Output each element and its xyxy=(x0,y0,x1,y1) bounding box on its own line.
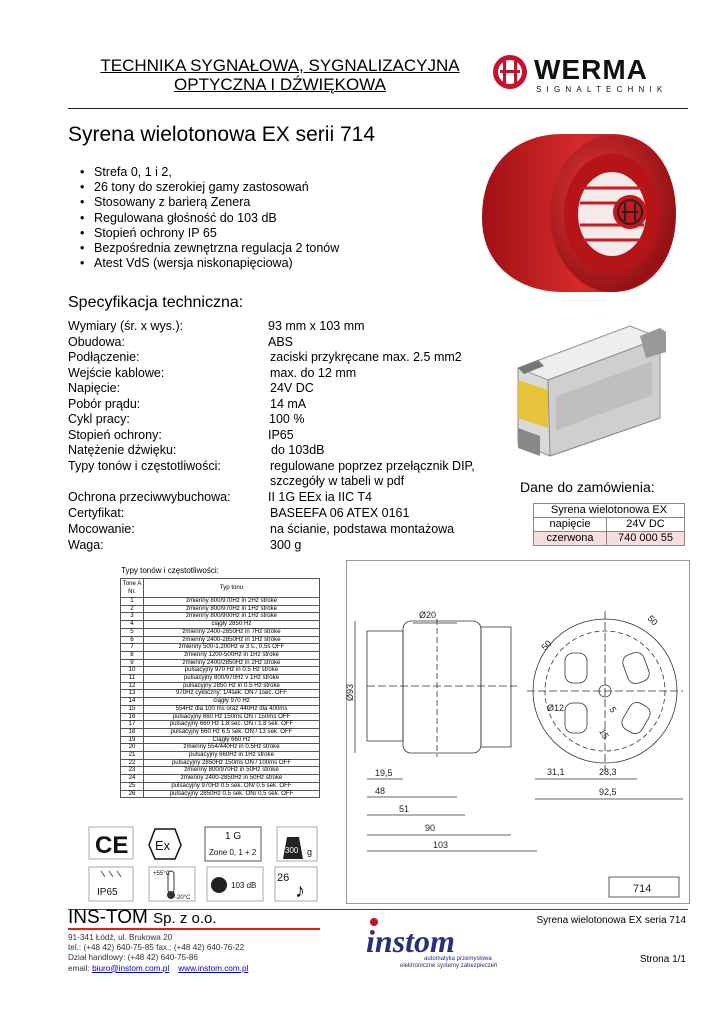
spec-value: 300 g xyxy=(270,538,302,552)
tone-row xyxy=(121,651,320,659)
tone-desc: pulsacyjny 660 Hz 150ms ON / 150ms OFF xyxy=(144,713,320,721)
tone-nr: 3 xyxy=(121,613,144,621)
feature-list xyxy=(80,165,339,271)
spec-value: 93 mm x 103 mm xyxy=(268,319,365,333)
tone-table-caption: Typy tonów i częstotliwości: xyxy=(121,566,219,575)
dim-d20: Ø20 xyxy=(419,610,437,620)
tone-desc: zmienny 2400-2850Hz in 50Hz stroke xyxy=(144,775,320,783)
feature-item: • Bezpośrednia zewnętrzna regulacja 2 tonów xyxy=(80,241,339,256)
header-title-line2: OPTYCZNA I DŹWIĘKOWA xyxy=(174,75,386,94)
tone-col-nr-line1: Tone A xyxy=(122,580,142,587)
dim-19-5: 19,5 xyxy=(375,768,393,778)
zone-mark-icon xyxy=(205,827,261,861)
tone-desc: zmienny 2400-2850Hz in 7Hz stroke xyxy=(144,628,320,636)
dim-28-3: 28,3 xyxy=(599,767,617,777)
spec-value: ABS xyxy=(268,334,294,349)
spec-label: Wymiary (śr. x wys.): xyxy=(68,319,184,333)
dim-d12: Ø12 xyxy=(547,703,565,713)
ip-text: IP65 xyxy=(97,887,118,898)
order-header: Syrena wielotonowa EX xyxy=(534,504,685,518)
tone-nr: 12 xyxy=(121,682,144,690)
tone-desc: pulsacyjny 2850Hz 150ms ON / 100ms OFF xyxy=(144,759,320,767)
weight-unit: g xyxy=(307,847,313,857)
header-title xyxy=(80,56,480,94)
tone-nr: 11 xyxy=(121,675,144,683)
order-row xyxy=(534,532,685,546)
instom-logo xyxy=(360,912,500,972)
tone-desc: pulsacyjny 800/970Hz v 1Hz stroke xyxy=(144,675,320,683)
tones-text: 26 xyxy=(277,872,290,884)
spec-value: na ścianie, podstawa montażowa xyxy=(270,522,455,536)
tone-row xyxy=(121,728,320,736)
ip-rating-icon xyxy=(89,867,133,901)
address-block xyxy=(68,933,248,974)
spec-value: do 103dB xyxy=(271,443,325,457)
tone-desc: pulsacyjny 970 Hz in 0.5 Hz stroke xyxy=(144,667,320,675)
tone-desc: zmienny 2400/2850Hz in 2Hz stroke xyxy=(144,659,320,667)
email-label: email: xyxy=(68,963,90,973)
tone-nr: 13 xyxy=(121,690,144,698)
db-text: 103 dB xyxy=(231,881,257,890)
spec-value: BASEEFA 06 ATEX 0161 xyxy=(270,506,410,520)
ex-text: Ex xyxy=(155,838,171,853)
feature-item: • Regulowana głośność do 103 dB xyxy=(80,211,339,226)
tone-desc: zmienny 2400-2850Hz in 1Hz stroke xyxy=(144,636,320,644)
tone-row xyxy=(121,705,320,713)
temp-hi: +55°C xyxy=(153,871,170,877)
contact-line xyxy=(68,964,248,974)
tone-nr: 17 xyxy=(121,721,144,729)
tone-nr: 25 xyxy=(121,782,144,790)
tone-col-desc-header: Typ tonu xyxy=(144,579,320,598)
spec-label: Napięcie: xyxy=(68,381,121,395)
zone-1g-text: 1 G xyxy=(225,831,242,842)
spec-title: Specyfikacja techniczna: xyxy=(68,294,244,311)
page-title: Syrena wielotonowa EX serii 714 xyxy=(68,123,376,146)
tone-desc: pulsacyjny 660 Hz 1.8 sec. ON / 1.8 sek. OFF xyxy=(144,721,320,729)
order-header-row xyxy=(534,504,685,518)
tone-desc: zmienny 800/970Hz in 2Hz stroke xyxy=(144,598,320,606)
tone-desc: 970Hz cykliczny: 1/4sek. ON / 1sec. OFF xyxy=(144,690,320,698)
part-number: 714 xyxy=(633,883,652,895)
tone-desc: zmienny 1200-500Hz in 1Hz stroke xyxy=(144,651,320,659)
tone-nr: 4 xyxy=(121,621,144,629)
spec-label: Certyfikat: xyxy=(68,506,125,520)
web-link[interactable]: www.instom.com.pl xyxy=(178,963,249,973)
logo-word: WERMA xyxy=(534,54,648,85)
dim-d93: Ø93 xyxy=(345,683,355,701)
order-table xyxy=(533,503,685,546)
dim-90: 90 xyxy=(425,823,436,833)
tone-desc: zmienny 800/900Hz in 1Hz stroke xyxy=(144,613,320,621)
speaker-db-icon xyxy=(207,867,263,901)
tone-nr: 19 xyxy=(121,736,144,744)
svg-text:♪: ♪ xyxy=(295,880,305,902)
spec-label: Stopień ochrony: xyxy=(68,427,162,442)
order-value: 24V DC xyxy=(607,518,685,532)
werma-logo xyxy=(490,50,690,96)
siren-photo xyxy=(462,128,686,298)
tone-nr: 22 xyxy=(121,759,144,767)
spec-value: 100 % xyxy=(269,412,305,426)
ex-mark-icon xyxy=(149,829,181,859)
tone-desc: Ciągły 660 Hz xyxy=(144,736,320,744)
page-number: Strona 1/1 xyxy=(639,954,686,965)
tone-nr: 5 xyxy=(121,628,144,636)
spec-label: Mocowanie: xyxy=(68,522,135,536)
company-main: INS-TOM xyxy=(68,907,148,928)
tone-row xyxy=(121,628,320,636)
footer-red-line xyxy=(68,928,320,930)
tone-nr: 23 xyxy=(121,767,144,775)
tone-desc: ciągły 2850 Hz xyxy=(144,621,320,629)
order-label: napięcie xyxy=(534,518,607,532)
feature-item: • Strefa 0, 1 i 2, xyxy=(80,165,339,180)
sales-line: Dział handlowy: (+48 42) 640-75-86 xyxy=(68,953,198,963)
tone-desc: zmienny 800/970Hz in 1Hz stroke xyxy=(144,605,320,613)
brand-sub1: automatyka przemysłowa xyxy=(424,956,492,962)
tone-nr: 1 xyxy=(121,598,144,606)
music-note-icon xyxy=(275,867,317,902)
tone-row xyxy=(121,782,320,790)
order-label: czerwona xyxy=(534,532,607,546)
dim-48: 48 xyxy=(375,786,386,796)
spec-value: szczegóły w tabeli w pdf xyxy=(270,474,405,488)
dim-103: 103 xyxy=(433,840,449,850)
spec-label: Wejście kablowe: xyxy=(68,365,165,380)
zener-barrier-photo xyxy=(510,318,670,458)
tone-desc: ciągły 970 Hz xyxy=(144,698,320,706)
document-name: Syrena wielotonowa EX seria 714 xyxy=(536,915,686,926)
feature-item: • Atest VdS (wersja niskonapięciowa) xyxy=(80,256,339,271)
tone-nr: 8 xyxy=(121,651,144,659)
tone-nr: 10 xyxy=(121,667,144,675)
spec-table xyxy=(68,319,488,559)
tone-nr: 18 xyxy=(121,728,144,736)
spec-label: Waga: xyxy=(68,538,104,552)
tone-desc: pulsacyjny 970Hz 0.5 sek. ON/ 0.5 sek. OFF xyxy=(144,782,320,790)
email-link[interactable]: biuro@instom.com.pl xyxy=(92,963,170,973)
address-line: 91-341 Łódź, ul. Brukowa 20 xyxy=(68,933,173,942)
header-rule xyxy=(68,108,688,109)
feature-item: • Stosowany z barierą Zenera xyxy=(80,195,339,210)
tone-nr: 26 xyxy=(121,790,144,798)
tone-nr: 14 xyxy=(121,698,144,706)
spec-label: Ochrona przeciwwybuchowa: xyxy=(68,490,231,504)
dim-5: 5 xyxy=(607,705,619,715)
spec-label: Obudowa: xyxy=(68,334,125,349)
dim-92-5: 92,5 xyxy=(599,787,617,797)
brand-word: instom xyxy=(366,923,455,959)
tone-desc: pulsacyjny 660Hz in 1Hz stroke xyxy=(144,752,320,760)
tone-desc: zmienny 500-1,200Hz w 3 s., 0,5s OFF xyxy=(144,644,320,652)
spec-value: 14 mA xyxy=(270,396,307,411)
dim-15: 15 xyxy=(597,727,611,741)
feature-item: • Stopień ochrony IP 65 xyxy=(80,226,339,241)
tone-nr: 16 xyxy=(121,713,144,721)
ce-mark-icon xyxy=(89,827,133,859)
thermometer-icon xyxy=(149,867,195,901)
dim-31-1: 31,1 xyxy=(547,767,565,777)
certification-icons xyxy=(85,825,335,903)
technical-drawing xyxy=(346,560,690,904)
logo-sub: SIGNALTECHNIK xyxy=(536,85,668,94)
tone-desc: 554Hz dla 100 ms oraz 440Hz dla 400ms xyxy=(144,705,320,713)
tone-nr: 6 xyxy=(121,636,144,644)
tone-nr: 21 xyxy=(121,752,144,760)
tone-col-nr-line2: Nr. xyxy=(128,588,136,595)
spec-value: II 1G EEx ia IIC T4 xyxy=(268,490,372,504)
tone-nr: 7 xyxy=(121,644,144,652)
company-name xyxy=(68,907,217,929)
order-row xyxy=(534,518,685,532)
dim-50a: 50 xyxy=(539,638,554,653)
tone-desc: pulsacyjny 660 Hz 6.5 sek. ON / 13 sek. OFF xyxy=(144,728,320,736)
tone-nr: 9 xyxy=(121,659,144,667)
phone-line: tel.: (+48 42) 640-75-85 fax.: (+48 42) 640-76-22 xyxy=(68,943,245,953)
temp-lo: -20°C xyxy=(175,895,191,901)
spec-value: IP65 xyxy=(268,427,294,442)
dim-51: 51 xyxy=(399,804,410,814)
tone-table-header xyxy=(121,579,320,598)
spec-label: Pobór prądu: xyxy=(68,396,141,411)
brand-sub2: elektroniczne systemy zabezpieczeń xyxy=(400,963,498,969)
tone-desc: zmienny 800/970Hz in 50Hz stroke xyxy=(144,767,320,775)
tone-col-nr-header xyxy=(121,579,144,598)
header-title-line1: TECHNIKA SYGNAŁOWA, SYGNALIZACYJNA xyxy=(100,56,460,75)
feature-item: • 26 tony do szerokiej gamy zastosowań xyxy=(80,180,339,195)
order-value: 740 000 55 xyxy=(607,532,685,546)
spec-label: Natężenie dźwięku: xyxy=(68,443,177,457)
spec-value: max. do 12 mm xyxy=(270,365,357,380)
zone-text: Zone 0, 1 + 2 xyxy=(209,848,257,857)
tone-desc: zmienny 554/440Hz in 0.5Hz stroke xyxy=(144,744,320,752)
tone-row xyxy=(121,790,320,798)
dim-50b: 50 xyxy=(645,613,660,628)
spec-label: Cykl pracy: xyxy=(68,412,130,426)
tone-nr: 15 xyxy=(121,705,144,713)
tone-nr: 24 xyxy=(121,775,144,783)
spec-value: regulowane poprzez przełącznik DIP, xyxy=(270,458,475,473)
spec-value: zaciski przykręcane max. 2.5 mm2 xyxy=(270,350,462,364)
company-suffix: Sp. z o.o. xyxy=(153,910,217,927)
tone-desc: pulsacyjny 2850Hz 0.5 sek. ON/ 0.5 sek. OFF xyxy=(144,790,320,798)
ce-text: CE xyxy=(95,832,129,859)
tone-nr: 2 xyxy=(121,605,144,613)
tone-table xyxy=(120,578,320,798)
tone-nr: 20 xyxy=(121,744,144,752)
spec-label: Podłączenie: xyxy=(68,350,140,364)
tone-desc: pulsacyjny 2850 Hz in 0.5 Hz stroke xyxy=(144,682,320,690)
spec-label: Typy tonów i częstotliwości: xyxy=(68,458,221,473)
weight-icon xyxy=(277,827,317,861)
spec-value: 24V DC xyxy=(270,381,314,395)
weight-num: 300 xyxy=(285,846,299,855)
order-title: Dane do zamówienia: xyxy=(520,479,655,495)
